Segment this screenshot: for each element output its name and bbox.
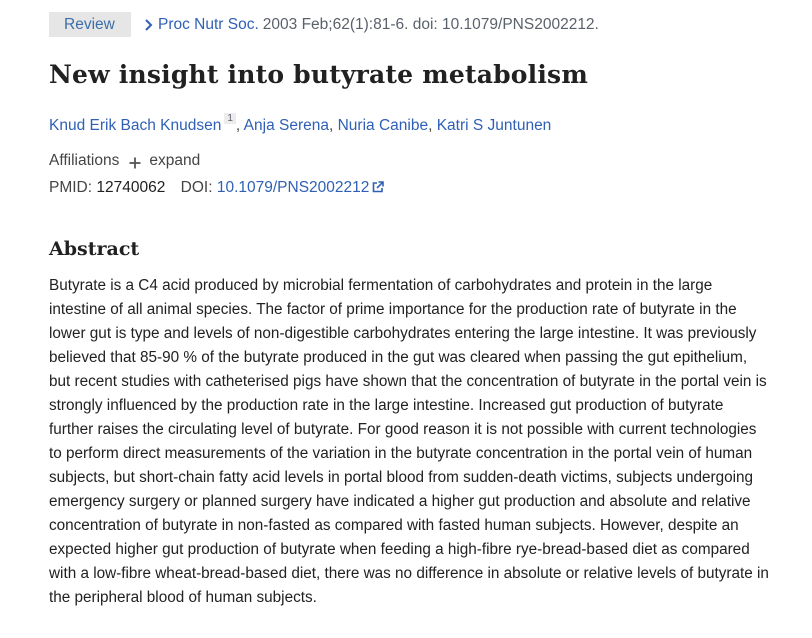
author-link[interactable]: Anja Serena [243, 117, 329, 135]
expand-label: expand [149, 152, 201, 169]
citation-details: 2003 Feb;62(1):81-6. doi: 10.1079/PNS2002212. [262, 15, 599, 33]
author-link[interactable]: Katri S Juntunen [436, 117, 552, 135]
author-separator: , [235, 117, 244, 135]
pmid-label: PMID: [49, 179, 93, 196]
abstract-text: Butyrate is a C4 acid produced by microbial fermentation of carbohydrates and protein in the large intestine of all animal species. The factor of prime importance for the production rate of butyrate in the lower gut is type and levels of non-digestible carbohydrates entering the large intestine. It was previously believed that 85-90 % of the butyrate produced in the gut was cleared when passing the gut epithelium, but recent studies with catheterised pigs have shown that the concentration of butyrate in the portal vein is strongly influenced by the production rate in the large intestine. Increased gut production of butyrate further raises the circulating level of butyrate. For good reason it is not possible with current technologies to perform direct measurements of the variation in the butyrate concentration in the portal vein of human subjects, but short-chain fatty acid levels in portal blood from sudden-death victims, subjects undergoing emergency surgery or planned surgery have indicated a higher gut production and absolute and relative concentration of butyrate in non-fasted as compared with fasted human subjects. However, despite an expected higher gut production of butyrate when feeding a high-fibre rye-bread-based diet as compared with a low-fibre wheat-bread-based diet, there was no difference in absolute or relative levels of butyrate in the peripheral blood of human subjects. [49, 277, 769, 606]
author-separator: , [328, 117, 338, 135]
doi-link[interactable] [217, 179, 385, 196]
chevron-right-icon[interactable] [143, 18, 155, 32]
doi-label: DOI: [180, 179, 213, 196]
affiliations-label: Affiliations [49, 152, 120, 169]
plus-icon [129, 156, 141, 168]
author-list [49, 113, 552, 135]
doi-value[interactable]: 10.1079/PNS2002212 [216, 179, 370, 196]
author-link[interactable]: Nuria Canibe [337, 117, 429, 135]
identifiers [49, 179, 384, 197]
review-badge: Review [49, 12, 131, 37]
citation-bar [49, 12, 599, 37]
affiliations-section [49, 152, 200, 170]
author-link[interactable]: Knud Erik Bach Knudsen [49, 117, 222, 135]
affiliations-expand-button[interactable] [129, 152, 200, 170]
author-separator: , [428, 117, 437, 135]
article-title: New insight into butyrate metabolism [49, 60, 588, 89]
external-link-icon[interactable] [372, 180, 384, 192]
affiliation-ref[interactable]: 1 [224, 113, 236, 124]
abstract-heading: Abstract [49, 238, 140, 260]
journal-link[interactable]: Proc Nutr Soc. [158, 15, 259, 33]
pmid-value: 12740062 [96, 179, 166, 196]
